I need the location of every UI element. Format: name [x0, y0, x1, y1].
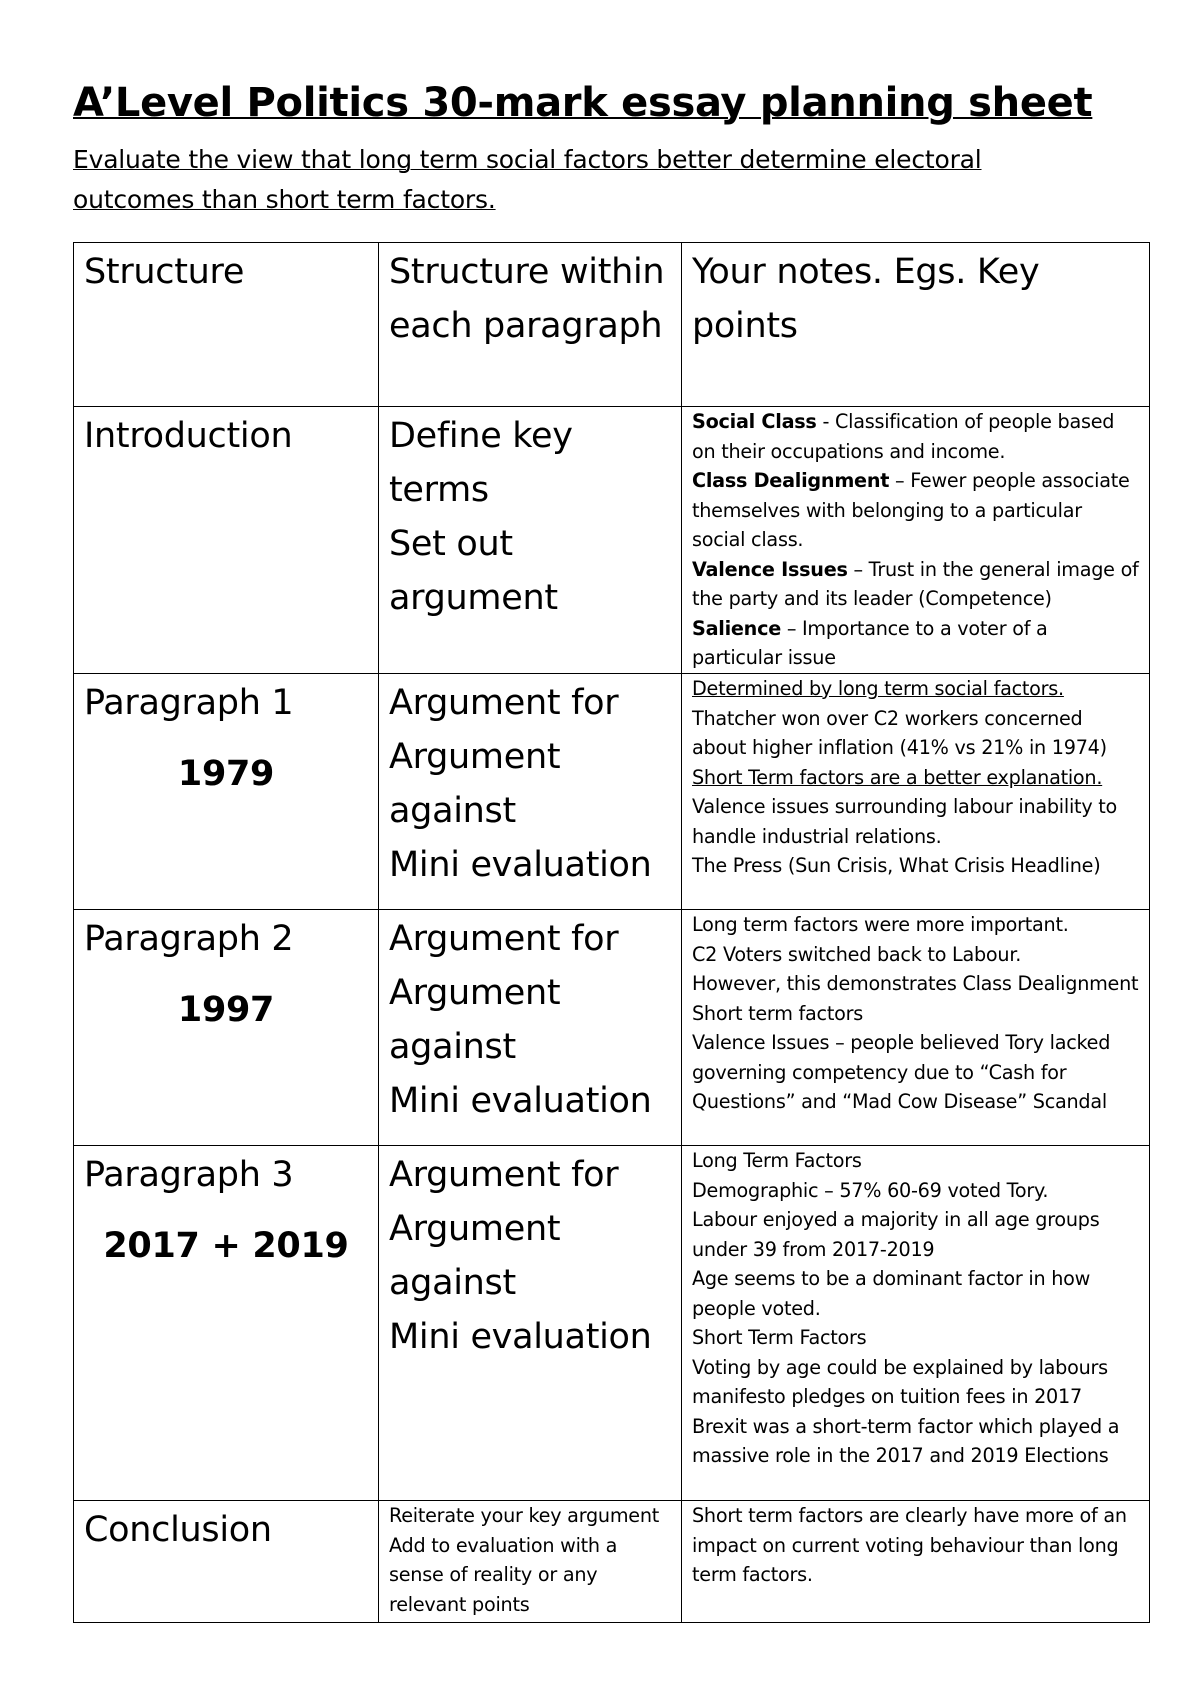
note-item: Valence Issues – people believed Tory lacked governing competency due to “Cash for Questions” and “Mad Cow Disease” Scandal — [692, 1031, 1111, 1113]
key-term: Social Class — [692, 410, 817, 433]
intro-structure-item: Set out argument — [389, 524, 558, 618]
p2-notes-cell — [682, 910, 1150, 1146]
header-row — [74, 243, 1150, 407]
header-structure-cell — [74, 243, 379, 407]
p1-label: Paragraph 1 — [84, 683, 294, 723]
note-item: Social Class - Classification of people based on their occupations and income. — [692, 410, 1115, 463]
p1-label-cell — [74, 674, 379, 910]
note-item: Short Term factors are a better explanation. — [692, 765, 1103, 789]
note-item: However, this demonstrates Class Dealignment — [692, 972, 1139, 995]
structure-item: Argument for — [389, 1155, 619, 1195]
note-item: Demographic – 57% 60-69 voted Tory. — [692, 1178, 1049, 1202]
p3-label-cell — [74, 1146, 379, 1501]
key-term: Salience — [692, 616, 781, 640]
p1-year: 1979 — [177, 754, 275, 794]
conclusion-row — [74, 1501, 1150, 1623]
p1-notes-cell — [682, 674, 1150, 910]
intro-label-cell — [74, 407, 379, 674]
note-item: The Press (Sun Crisis, What Crisis Headline) — [692, 854, 1101, 877]
p3-year: 2017 + 2019 — [103, 1226, 349, 1266]
structure-item: Argument against — [389, 973, 561, 1067]
p3-notes-cell — [682, 1146, 1150, 1501]
conclusion-label: Conclusion — [84, 1510, 272, 1550]
header-notes: Your notes. Egs. Key points — [692, 252, 1040, 346]
p2-structure-cell — [379, 910, 682, 1146]
structure-item: Add to evaluation with a sense of reality or any relevant points — [389, 1533, 618, 1616]
note-item: Thatcher won over C2 workers concerned about higher inflation (41% vs 21% in 1974) — [692, 706, 1107, 759]
key-term: Valence Issues — [692, 557, 848, 581]
note-item: Age seems to be a dominant factor in how people voted. — [692, 1267, 1091, 1320]
header-structure: Structure — [84, 252, 245, 292]
p3-structure-cell — [379, 1146, 682, 1501]
page-title: A’Level Politics 30-mark essay planning sheet — [73, 80, 1093, 126]
p3-label: Paragraph 3 — [84, 1155, 294, 1195]
structure-item: Mini evaluation — [389, 1317, 652, 1357]
structure-item: Mini evaluation — [389, 1081, 652, 1121]
intro-label: Introduction — [84, 416, 293, 456]
note-item: Short term factors are clearly have more of an impact on current voting behaviour than long term factors. — [692, 1504, 1127, 1586]
paragraph1-row — [74, 674, 1150, 910]
p2-label: Paragraph 2 — [84, 919, 294, 959]
paragraph2-row — [74, 910, 1150, 1146]
structure-item: Reiterate your key argument — [389, 1504, 660, 1527]
structure-item: Argument for — [389, 683, 619, 723]
structure-item: Mini evaluation — [389, 845, 652, 885]
p2-label-cell — [74, 910, 379, 1146]
note-item: Valence issues surrounding labour inability to handle industrial relations. — [692, 795, 1118, 848]
note-item: Voting by age could be explained by labours manifesto pledges on tuition fees in 2017 — [692, 1355, 1108, 1408]
conclusion-label-cell — [74, 1501, 379, 1623]
note-item: Short Term Factors — [692, 1326, 867, 1349]
note-item: Long Term Factors — [692, 1149, 862, 1172]
intro-structure-item: Define key terms — [389, 416, 573, 510]
note-item: Valence Issues – Trust in the general image of the party and its leader (Competence) — [692, 557, 1139, 610]
header-within-cell — [379, 243, 682, 407]
note-item: Salience – Importance to a voter of a particular issue — [692, 616, 1048, 669]
structure-item: Argument for — [389, 919, 619, 959]
note-item: Class Dealignment – Fewer people associate themselves with belonging to a particular social class. — [692, 469, 1130, 551]
structure-item: Argument against — [389, 1209, 561, 1303]
intro-row — [74, 407, 1150, 674]
conclusion-notes-cell — [682, 1501, 1150, 1623]
p1-structure-cell — [379, 674, 682, 910]
conclusion-structure-cell — [379, 1501, 682, 1623]
planning-table — [73, 242, 1150, 1623]
note-item: Long term factors were more important. — [692, 913, 1069, 936]
note-item: C2 Voters switched back to Labour. — [692, 942, 1022, 966]
note-item: Labour enjoyed a majority in all age groups under 39 from 2017-2019 — [692, 1208, 1100, 1261]
note-item: Determined by long term social factors. — [692, 677, 1064, 700]
note-item: Brexit was a short-term factor which played a massive role in the 2017 and 2019 Elections — [692, 1414, 1120, 1467]
essay-question: Evaluate the view that long term social factors better determine electoral outcomes than short term factors. — [73, 145, 982, 214]
header-within: Structure within each paragraph — [389, 252, 665, 346]
intro-structure-cell — [379, 407, 682, 674]
header-notes-cell — [682, 243, 1150, 407]
note-item: Short term factors — [692, 1001, 863, 1025]
p2-year: 1997 — [177, 990, 275, 1030]
paragraph3-row — [74, 1146, 1150, 1501]
key-term: Class Dealignment — [692, 469, 890, 492]
structure-item: Argument against — [389, 737, 561, 831]
intro-notes-cell — [682, 407, 1150, 674]
